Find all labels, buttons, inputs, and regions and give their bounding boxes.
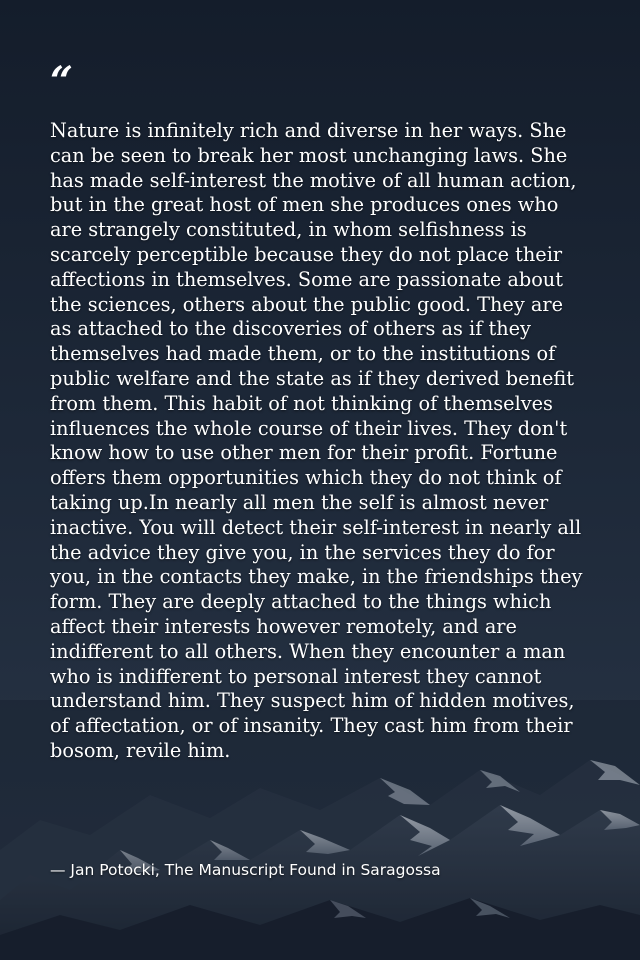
quote-attribution: — Jan Potocki, The Manuscript Found in Saragossa — [50, 861, 441, 879]
quote-mark-icon: “ — [50, 58, 74, 105]
quote-text: Nature is infinitely rich and diverse in her ways. She can be seen to break her most unchanging laws. She has made self-interest the motive of all human action, but in the great host of men she produces ones who are strangely constituted, in whom selfishness is scarcely perceptible because they do not place their affections in themselves. Some are passionate about the sciences, others about the public good. They are as attached to the discoveries of others as if they themselves had made them, or to the institutions of public welfare and the state as if they derived benefit from them. This habit of not thinking of themselves influences the whole course of their lives. They don't know how to use other men for their profit. Fortune offers them opportunities which they do not think of taking up.In nearly all men the self is almost never inactive. You will detect their self-interest in nearly all the advice they give you, in the services they do for you, in the contacts they make, in the friendships they form. They are deeply attached to the things which affect their interests however remotely, and are indifferent to all others. When they encounter a man who is indifferent to personal interest they cannot understand him. They suspect him of hidden motives, of affectation, or of insanity. They cast him from their bosom, revile him. — [50, 119, 583, 762]
